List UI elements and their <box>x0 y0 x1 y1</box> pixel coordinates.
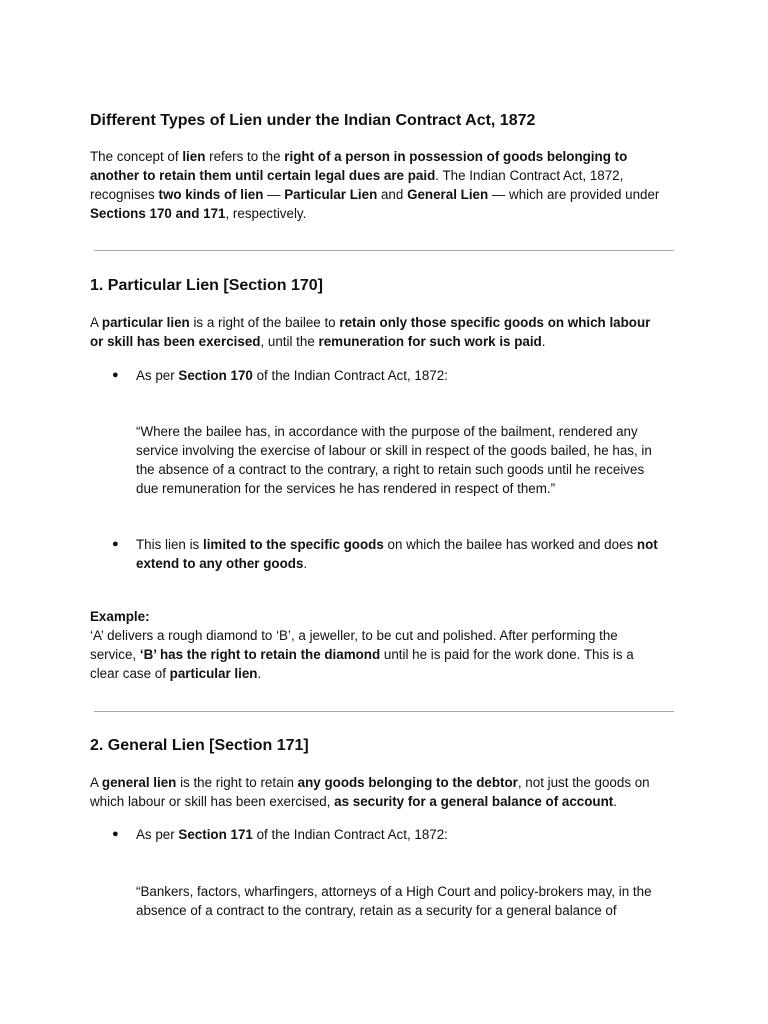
text-run: As per <box>136 368 179 383</box>
text-run: , until the <box>260 334 319 349</box>
text-line <box>90 645 685 664</box>
text-line <box>136 366 686 385</box>
text-run: The concept of <box>90 149 183 164</box>
text-line <box>90 166 685 185</box>
text-run: . <box>613 794 617 809</box>
text-run: is a right of the bailee to <box>189 315 340 330</box>
quote-line: “Where the bailee has, in accordance with the purpose of the bailment, rendered any <box>136 424 638 439</box>
bold-run: General Lien <box>407 187 489 202</box>
text-run: and <box>377 187 408 202</box>
quote-line: absence of a contract to the contrary, retain as a security for a general balance of <box>136 903 617 918</box>
bold-run: limited to the specific goods <box>202 537 384 552</box>
bullet-item-limited-goods <box>136 535 686 573</box>
text-run: . <box>303 556 308 571</box>
text-run: recognises <box>90 187 159 202</box>
text-run: service, <box>90 647 140 662</box>
bold-run: remuneration for such work is paid <box>318 334 542 349</box>
text-line <box>90 332 685 351</box>
bold-run: as security for a general balance of account <box>334 794 614 809</box>
text-run: A <box>90 315 102 330</box>
text-line <box>90 773 685 792</box>
text-run: This lien is <box>136 537 203 552</box>
horizontal-divider <box>94 250 674 251</box>
example-paragraph <box>90 607 685 683</box>
text-run: A <box>90 775 102 790</box>
horizontal-divider <box>94 711 674 712</box>
quote-line: service involving the exercise of labour or skill in respect of the goods bailed, he has, in <box>136 443 652 458</box>
page-title: Different Types of Lien under the Indian Contract Act, 1872 <box>90 112 536 129</box>
text-line <box>90 664 685 683</box>
bullet-icon: ● <box>112 828 119 840</box>
text-line <box>90 792 685 811</box>
bold-run: or skill has been exercised <box>90 334 261 349</box>
bold-run: not <box>636 537 658 552</box>
section-171-quote <box>136 882 686 920</box>
text-run: — which are provided under <box>488 187 660 202</box>
bold-run: any goods belonging to the debtor <box>297 775 518 790</box>
text-line <box>90 147 685 166</box>
bold-run: Sections 170 and 171 <box>90 206 226 221</box>
text-line <box>136 825 686 844</box>
bullet-icon: ● <box>112 538 119 550</box>
quote-line: the absence of a contract to the contrary, a right to retain such goods until he receives <box>136 462 645 477</box>
text-run: . <box>541 334 546 349</box>
bold-run: right of a person in possession of goods belonging to <box>284 149 628 164</box>
text-line <box>90 204 685 223</box>
bullet-item-section-170 <box>136 366 686 385</box>
bold-run: particular lien <box>101 315 190 330</box>
text-line <box>136 554 686 573</box>
bold-run: Particular Lien <box>284 187 378 202</box>
text-run: . The Indian Contract Act, 1872, <box>435 168 624 183</box>
section-heading-particular-lien: 1. Particular Lien [Section 170] <box>90 277 323 294</box>
example-label: Example: <box>90 609 150 624</box>
general-lien-definition <box>90 773 685 811</box>
bold-run: Section 171 <box>178 827 253 842</box>
bold-run: two kinds of lien <box>158 187 264 202</box>
bold-run: particular lien <box>169 666 258 681</box>
text-run: As per <box>136 827 179 842</box>
text-line: ‘A’ delivers a rough diamond to ‘B’, a jeweller, to be cut and polished. After performing the <box>90 628 618 643</box>
section-heading-general-lien: 2. General Lien [Section 171] <box>90 737 309 754</box>
text-run: clear case of <box>90 666 170 681</box>
text-run: is the right to retain <box>176 775 298 790</box>
quote-line: due remuneration for the services he has rendered in respect of them.” <box>136 481 556 496</box>
intro-paragraph <box>90 147 685 223</box>
bullet-item-section-171 <box>136 825 686 844</box>
text-run: of the Indian Contract Act, 1872: <box>252 368 448 383</box>
quote-line: “Bankers, factors, wharfingers, attorneys of a High Court and policy-brokers may, in the <box>136 884 652 899</box>
bold-run: extend to any other goods <box>136 556 304 571</box>
text-line <box>90 313 685 332</box>
text-run: refers to the <box>205 149 285 164</box>
bold-run: another to retain them until certain legal dues are paid <box>90 168 436 183</box>
particular-lien-definition <box>90 313 685 351</box>
text-run: , not just the goods on <box>517 775 650 790</box>
text-run: . <box>257 666 262 681</box>
text-run: on which the bailee has worked and does <box>383 537 637 552</box>
text-run: , respectively. <box>225 206 307 221</box>
text-run: of the Indian Contract Act, 1872: <box>252 827 448 842</box>
text-run: — <box>263 187 285 202</box>
section-170-quote <box>136 422 686 498</box>
bullet-icon: ● <box>112 369 119 381</box>
bold-run: Section 170 <box>178 368 253 383</box>
bold-run: lien <box>182 149 206 164</box>
text-line <box>90 185 685 204</box>
text-run: until he is paid for the work done. This is a <box>380 647 634 662</box>
bold-run: general lien <box>101 775 177 790</box>
bold-run: ‘B’ has the right to retain the diamond <box>139 647 381 662</box>
text-line <box>136 535 686 554</box>
bold-run: retain only those specific goods on which labour <box>339 315 651 330</box>
text-run: which labour or skill has been exercised, <box>90 794 335 809</box>
